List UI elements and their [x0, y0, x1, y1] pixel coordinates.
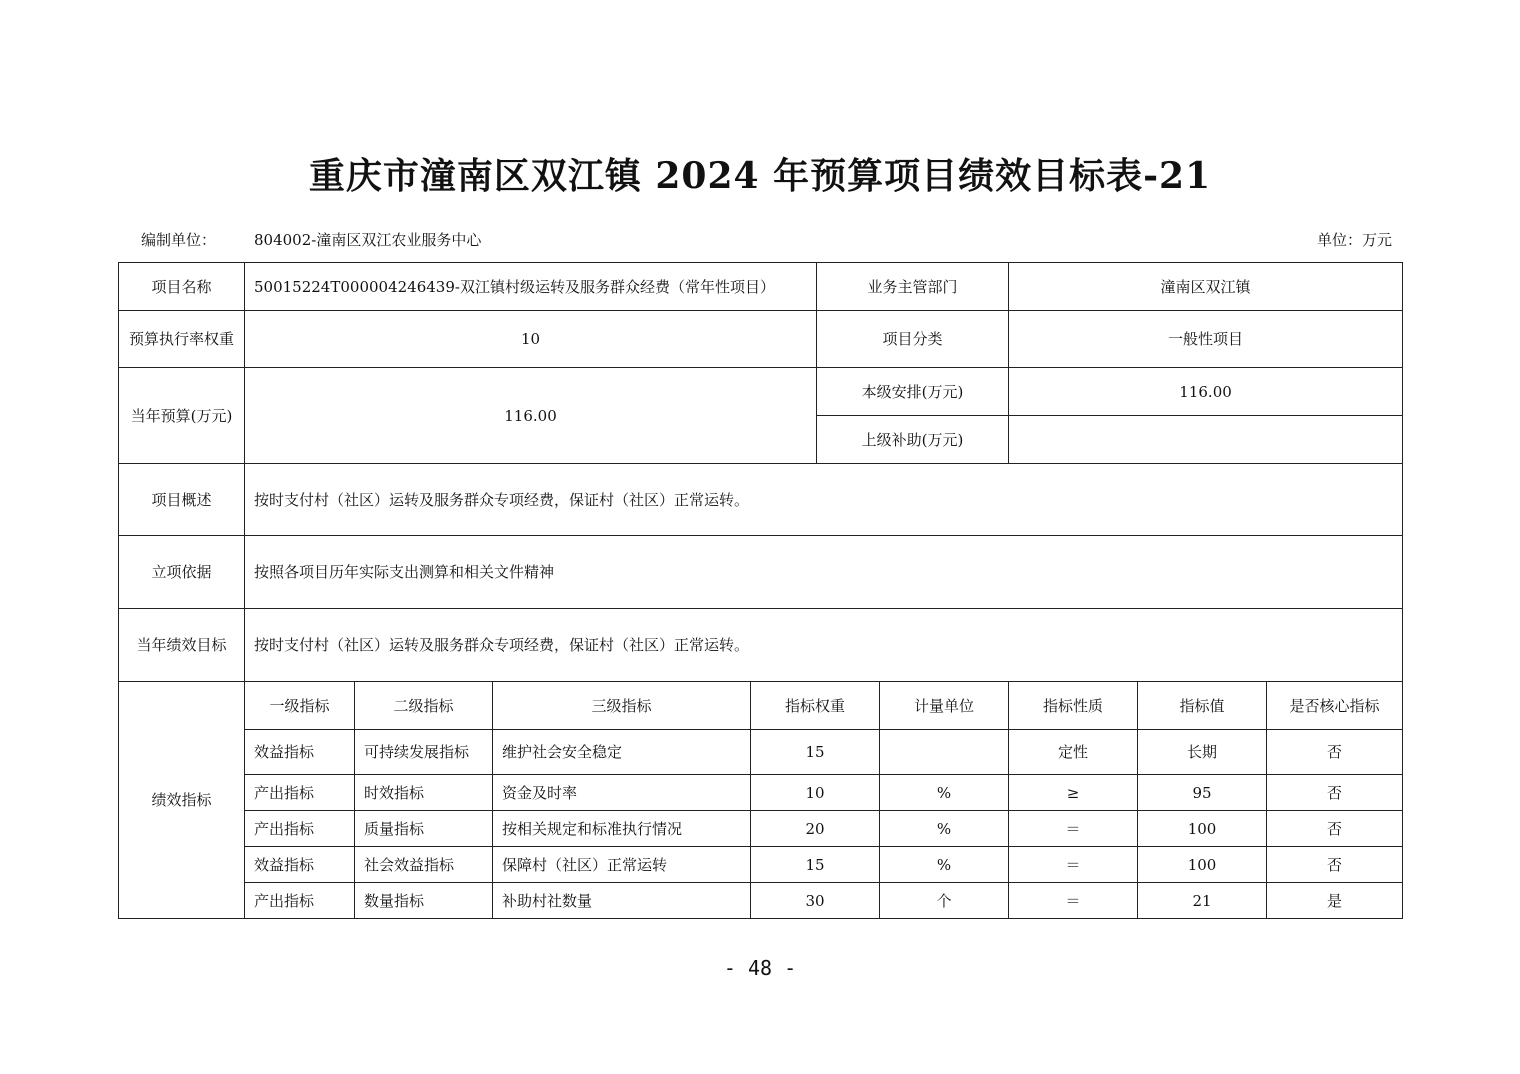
indicator-header-row: [119, 682, 1403, 730]
indicator-unit: 个: [880, 883, 1009, 919]
indicator-value: 长期: [1138, 730, 1267, 775]
indicator-nature: ＝: [1009, 847, 1138, 883]
indicator-header: 指标权重: [751, 682, 880, 730]
project-name-value: 50015224T000004246439-双江镇村级运转及服务群众经费（常年性项目）: [245, 263, 817, 311]
indicator-header: 指标值: [1138, 682, 1267, 730]
indicator-unit: [880, 730, 1009, 775]
annual-goal-value: 按时支付村（社区）运转及服务群众专项经费，保证村（社区）正常运转。: [245, 609, 1403, 682]
indicator-level2: 社会效益指标: [355, 847, 493, 883]
indicator-nature: ＝: [1009, 811, 1138, 847]
indicator-level1: 产出指标: [245, 883, 355, 919]
overview-label: 项目概述: [119, 464, 245, 536]
indicator-value: 21: [1138, 883, 1267, 919]
prepared-by-value: 804002-潼南区双江农业服务中心: [254, 231, 482, 249]
indicator-level3: 维护社会安全稳定: [493, 730, 751, 775]
indicator-level3: 补助村社数量: [493, 883, 751, 919]
budget-label: 当年预算(万元): [119, 368, 245, 464]
page-number: - 48 -: [723, 956, 797, 980]
indicator-nature: ＝: [1009, 883, 1138, 919]
indicator-level1: 效益指标: [245, 730, 355, 775]
indicator-header: 三级指标: [493, 682, 751, 730]
indicator-unit: %: [880, 847, 1009, 883]
basis-value: 按照各项目历年实际支出测算和相关文件精神: [245, 536, 1403, 609]
indicator-core: 否: [1267, 730, 1403, 775]
indicator-core: 是: [1267, 883, 1403, 919]
indicator-level1: 产出指标: [245, 811, 355, 847]
basis-label: 立项依据: [119, 536, 245, 609]
indicator-weight: 10: [751, 775, 880, 811]
project-name-label: 项目名称: [119, 263, 245, 311]
indicator-level2: 可持续发展指标: [355, 730, 493, 775]
currency-unit: 单位：万元: [1316, 231, 1392, 249]
table-row: [119, 775, 1403, 811]
indicator-header: 是否核心指标: [1267, 682, 1403, 730]
department-value: 潼南区双江镇: [1009, 263, 1403, 311]
local-funding-value: 116.00: [1009, 368, 1403, 416]
indicator-weight: 30: [751, 883, 880, 919]
superior-subsidy-value: [1009, 416, 1403, 464]
overview-value: 按时支付村（社区）运转及服务群众专项经费，保证村（社区）正常运转。: [245, 464, 1403, 536]
table-row: [119, 730, 1403, 775]
performance-target-table: [118, 262, 1403, 919]
table-row: [119, 811, 1403, 847]
indicator-unit: %: [880, 775, 1009, 811]
indicator-level1: 产出指标: [245, 775, 355, 811]
annual-goal-label: 当年绩效目标: [119, 609, 245, 682]
indicator-level2: 时效指标: [355, 775, 493, 811]
budget-value: 116.00: [245, 368, 817, 464]
category-label: 项目分类: [817, 311, 1009, 368]
indicator-level2: 质量指标: [355, 811, 493, 847]
category-value: 一般性项目: [1009, 311, 1403, 368]
indicator-header: 指标性质: [1009, 682, 1138, 730]
indicators-label: 绩效指标: [119, 682, 245, 919]
indicator-nature: 定性: [1009, 730, 1138, 775]
superior-subsidy-label: 上级补助(万元): [817, 416, 1009, 464]
execution-weight-label: 预算执行率权重: [119, 311, 245, 368]
indicator-value: 100: [1138, 811, 1267, 847]
indicator-header: 二级指标: [355, 682, 493, 730]
indicator-value: 100: [1138, 847, 1267, 883]
indicator-level2: 数量指标: [355, 883, 493, 919]
indicator-level3: 资金及时率: [493, 775, 751, 811]
indicator-level1: 效益指标: [245, 847, 355, 883]
table-row: [119, 883, 1403, 919]
indicator-level3: 按相关规定和标准执行情况: [493, 811, 751, 847]
prepared-by-label: 编制单位：: [141, 231, 217, 249]
document-title: 重庆市潼南区双江镇 2024 年预算项目绩效目标表-21: [308, 155, 1212, 197]
local-funding-label: 本级安排(万元): [817, 368, 1009, 416]
execution-weight-value: 10: [245, 311, 817, 368]
indicator-core: 否: [1267, 847, 1403, 883]
indicator-nature: ≥: [1009, 775, 1138, 811]
indicator-header: 计量单位: [880, 682, 1009, 730]
department-label: 业务主管部门: [817, 263, 1009, 311]
indicator-header: 一级指标: [245, 682, 355, 730]
indicator-core: 否: [1267, 811, 1403, 847]
indicator-level3: 保障村（社区）正常运转: [493, 847, 751, 883]
indicator-weight: 15: [751, 730, 880, 775]
indicator-weight: 20: [751, 811, 880, 847]
indicator-weight: 15: [751, 847, 880, 883]
table-row: [119, 847, 1403, 883]
indicator-core: 否: [1267, 775, 1403, 811]
indicator-value: 95: [1138, 775, 1267, 811]
indicator-unit: %: [880, 811, 1009, 847]
